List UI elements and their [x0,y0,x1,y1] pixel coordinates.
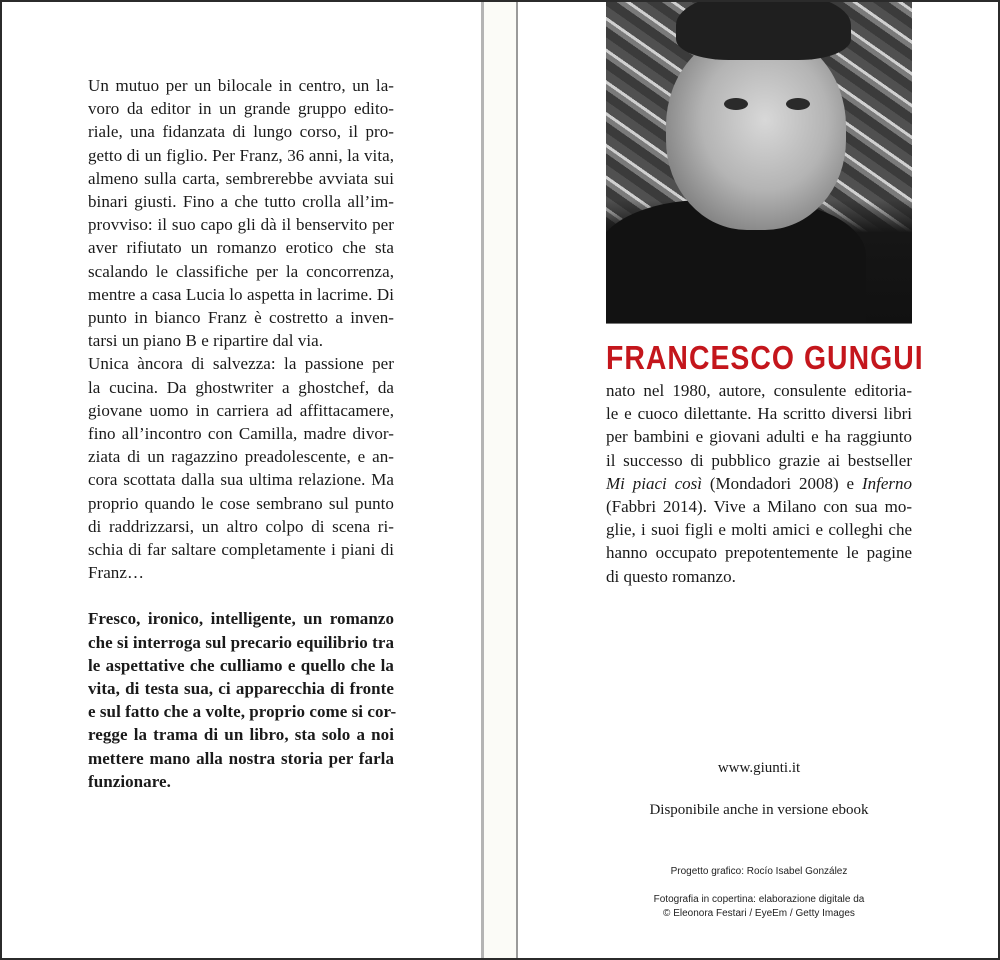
photo-eye-shape [786,98,810,110]
text-line: e sul fatto che a volte, proprio come si cor- [88,702,397,722]
bio-line [606,565,912,588]
text-line: almeno sulla carta, sembrerebbe avviata sui [88,168,394,188]
text-line: cora scottata dalla sua ultima relazione. Ma [88,470,394,490]
bio-line [606,518,912,541]
text-line: schia di far saltare completamente i piani di [88,540,394,560]
bio-line [606,402,912,425]
author-photo [606,0,912,324]
text-line: giovane uomo in carriera ad affittacamere, [88,400,394,420]
text-line: che si interroga sul precario equilibrio tra [88,632,394,652]
text-line: le aspettative che culliamo e quello che la [88,655,394,675]
bio-text: hanno occupato prepotentemente le pagine [606,543,912,563]
synopsis-paragraph [88,74,394,584]
book-title: Inferno [861,473,912,493]
back-flap-right-page [518,0,1000,960]
text-line: scalando le classifiche per la concorrenza, [88,261,394,281]
bio-line [606,449,912,472]
text-line: Unica àncora di salvezza: la passione per [88,354,394,374]
text-line: Franz… [88,563,145,583]
text-line: fino all’incontro con Camilla, madre divor- [88,424,394,444]
bio-text: glie, i suoi figli e molti amici e colleghi che [606,520,912,540]
bio-line [606,495,912,518]
text-line: regge la trama di un libro, sta solo a noi [88,725,394,745]
text-line: aver rifiutato un romanzo erotico che sta [88,238,394,258]
text-line: binari giusti. Fino a che tutto crolla all’im- [88,192,394,212]
bio-line [606,425,912,448]
bio-line [606,472,912,495]
author-bio [606,379,912,588]
text-line: la cucina. Da ghostwriter a ghostchef, da [88,377,394,397]
text-line: proprio quando le cose sembrano sul punto [88,493,394,513]
text-line: vita, di testa sua, ci apparecchia di fronte [88,679,394,699]
text-line: provviso: il suo capo gli dà il benservito per [88,215,394,235]
synopsis [88,74,397,793]
spine [481,0,518,960]
bio-text: di questo romanzo. [606,566,736,586]
photo-credit-line-1: Fotografia in copertina: elaborazione digitale da [653,894,865,905]
text-line: punto in bianco Franz è costretto a inven- [88,308,394,328]
text-line: mentre a casa Lucia lo aspetta in lacrime. Di [88,284,394,304]
text-line: tarsi un piano B e ripartire dal via. [88,331,324,351]
bio-text: per bambini e giovani adulti e ha raggiunto [606,427,912,447]
text-line: voro da editor in un grande gruppo edito- [88,99,394,119]
text-line: Un mutuo per un bilocale in centro, un la- [88,76,394,95]
bio-text: (Fabbri 2014). Vive a Milano con sua mo- [606,497,912,517]
book-title: Mi piaci così [606,473,703,493]
photo-eye-shape [724,98,748,110]
bio-text: nato nel 1980, autore, consulente editoria- [606,381,912,400]
bio-text: il successo di pubblico grazie ai bestseller [606,450,912,470]
author-name: FRANCESCO GUNGUI [606,339,924,376]
text-line: mettere mano alla nostra storia per farla [88,748,394,768]
photo-hair-shape [676,0,851,60]
text-line: funzionare. [88,771,171,791]
bio-line [606,379,912,402]
bio-text: (Mondadori 2008) e [702,473,862,493]
ebook-note: Disponibile anche in versione ebook [649,802,869,818]
text-line: ziata di un ragazzino preadolescente, e an- [88,447,394,467]
bio-line [606,541,912,564]
tagline-paragraph [88,607,397,793]
publisher-website[interactable]: www.giunti.it [717,760,801,776]
text-line: riale, una fidanzata di lungo corso, il pro- [88,122,394,142]
text-line: Fresco, ironico, intelligente, un romanzo [88,609,394,629]
text-line: getto di un figlio. Per Franz, 36 anni, la vita, [88,145,394,165]
design-credit: Progetto grafico: Rocío Isabel González [670,866,848,877]
back-cover-left-page [0,0,481,960]
photo-face-shape [666,30,846,230]
photo-credit-line-2: © Eleonora Festari / EyeEm / Getty Images [663,908,855,919]
text-line: di raddrizzarsi, un altro colpo di scena ri- [88,516,394,536]
bio-text: le e cuoco dilettante. Ha scritto diversi libri [606,404,912,424]
